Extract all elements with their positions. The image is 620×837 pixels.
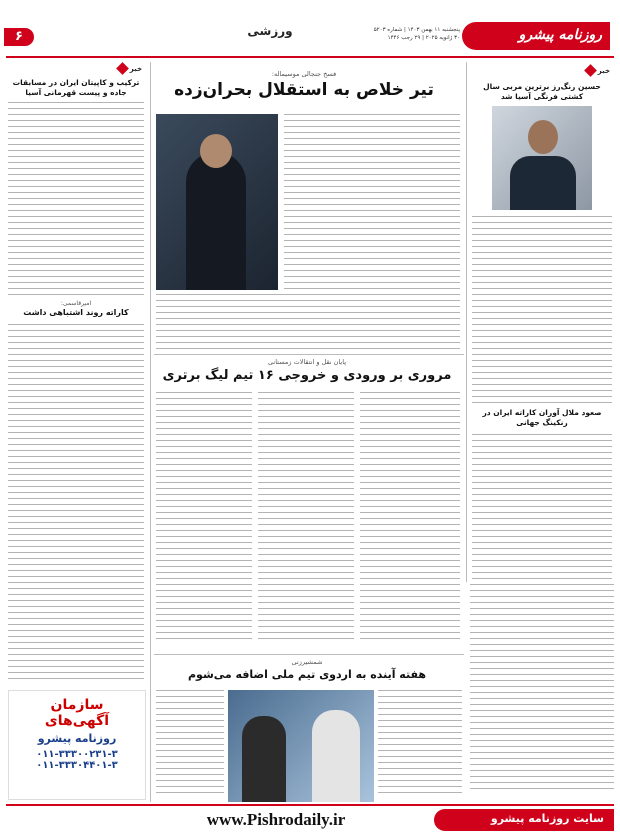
footer-site-label-box	[434, 809, 614, 831]
main-story-title: تیر خلاص به استقلال بحران‌زده	[174, 80, 434, 100]
column-divider-right	[466, 62, 467, 582]
main-story-body-right	[284, 114, 460, 290]
right-list-body	[470, 584, 614, 794]
portrait-head	[528, 120, 558, 154]
left-story1-body	[8, 102, 144, 298]
date-line-1: پنجشنبه ۱۱ بهمن ۱۴۰۳ | شماره ۵۲۰۳	[373, 27, 460, 33]
ad-box	[8, 690, 146, 800]
portrait-suit	[510, 156, 576, 210]
bottom-story-title: هفته آینده به اردوی تیم ملی اضافه می‌شوم	[187, 668, 426, 681]
newspaper-logo: روزنامه پیشرو	[518, 27, 602, 43]
ad-line-2: آگهی‌های	[44, 713, 110, 729]
middle-story	[154, 356, 466, 652]
bottom-story	[154, 656, 466, 802]
ad-line-3: روزنامه پیشرو	[37, 732, 117, 745]
date-line-2: ۳۰ ژانویه ۲۰۲۵ | ۲۹ رجب ۱۴۴۶	[387, 35, 460, 41]
diamond-icon	[584, 64, 597, 77]
left-story2-title: کاراته روند اشتباهی داشت	[23, 308, 129, 317]
page-header	[0, 0, 620, 62]
diamond-icon	[116, 62, 129, 75]
main-story-kicker: فسخ جنجالی موسیماله:	[271, 70, 337, 78]
right-column	[470, 62, 614, 582]
coach-head	[200, 134, 232, 168]
column-divider	[150, 62, 151, 802]
section-title: ورزشی	[247, 24, 293, 38]
left-story2-kicker: امیرقاسمی:	[60, 300, 92, 307]
main-story	[154, 62, 464, 352]
header-rule	[6, 56, 614, 58]
left-story1-title: ترکیب و کاپیتان ایران در مسابقات جاده و پیست قهرمانی آسیا	[12, 78, 140, 97]
middle-story-title: مروری بر ورودی و خروجی ۱۶ تیم لیگ برتری	[162, 368, 452, 383]
middle-story-kicker: پایان نقل و انتقالات زمستانی	[267, 358, 347, 366]
right-story1-photo	[492, 106, 592, 210]
footer-site-label: سایت روزنامه پیشرو	[490, 812, 604, 825]
main-story-body-bottom	[156, 294, 460, 354]
left-story2-body	[8, 324, 144, 684]
right-story2-body	[472, 434, 612, 580]
bottom-rule	[154, 654, 464, 655]
middle-story-body-col2	[258, 392, 354, 642]
header-logo-box	[462, 22, 610, 50]
page-number: ۶	[15, 29, 23, 44]
right-story1-body	[472, 216, 612, 404]
right-story2-title: صعود ملال آوران کاراته ایران در رنکینگ جهانی	[482, 408, 602, 427]
ad-line-1: سازمان	[50, 697, 104, 713]
right-news-tag: خبر	[586, 66, 610, 75]
right-story1-title: حسین رنگ‌رز برترین مربی سال کشتی فرنگی آسیا شد	[483, 82, 601, 101]
bottom-story-body-right	[378, 690, 462, 798]
ad-phone-2: ۰۱۱-۳۳۳۰۴۴۰۱-۳	[36, 760, 118, 771]
left-column	[6, 62, 146, 802]
fencer-figure-left	[242, 716, 286, 802]
fencer-figure-right	[312, 710, 360, 802]
middle-rule	[154, 354, 464, 355]
footer-url[interactable]: www.Pishrodaily.ir	[206, 810, 346, 829]
ad-phone-1: ۰۱۱-۳۳۳۰۰۲۳۱-۳	[36, 749, 118, 760]
left-news-tag: خبر	[118, 64, 142, 73]
bottom-story-body-left	[156, 690, 224, 798]
middle-story-body-col3	[360, 392, 460, 642]
middle-story-body-col1	[156, 392, 252, 642]
footer-bar	[6, 804, 614, 834]
page-number-badge	[4, 28, 34, 46]
main-story-photo	[156, 114, 278, 290]
bottom-story-kicker: شمشیرزنی	[291, 658, 323, 666]
header-date	[372, 26, 460, 42]
bottom-story-photo	[228, 690, 374, 802]
coach-figure	[186, 152, 246, 290]
